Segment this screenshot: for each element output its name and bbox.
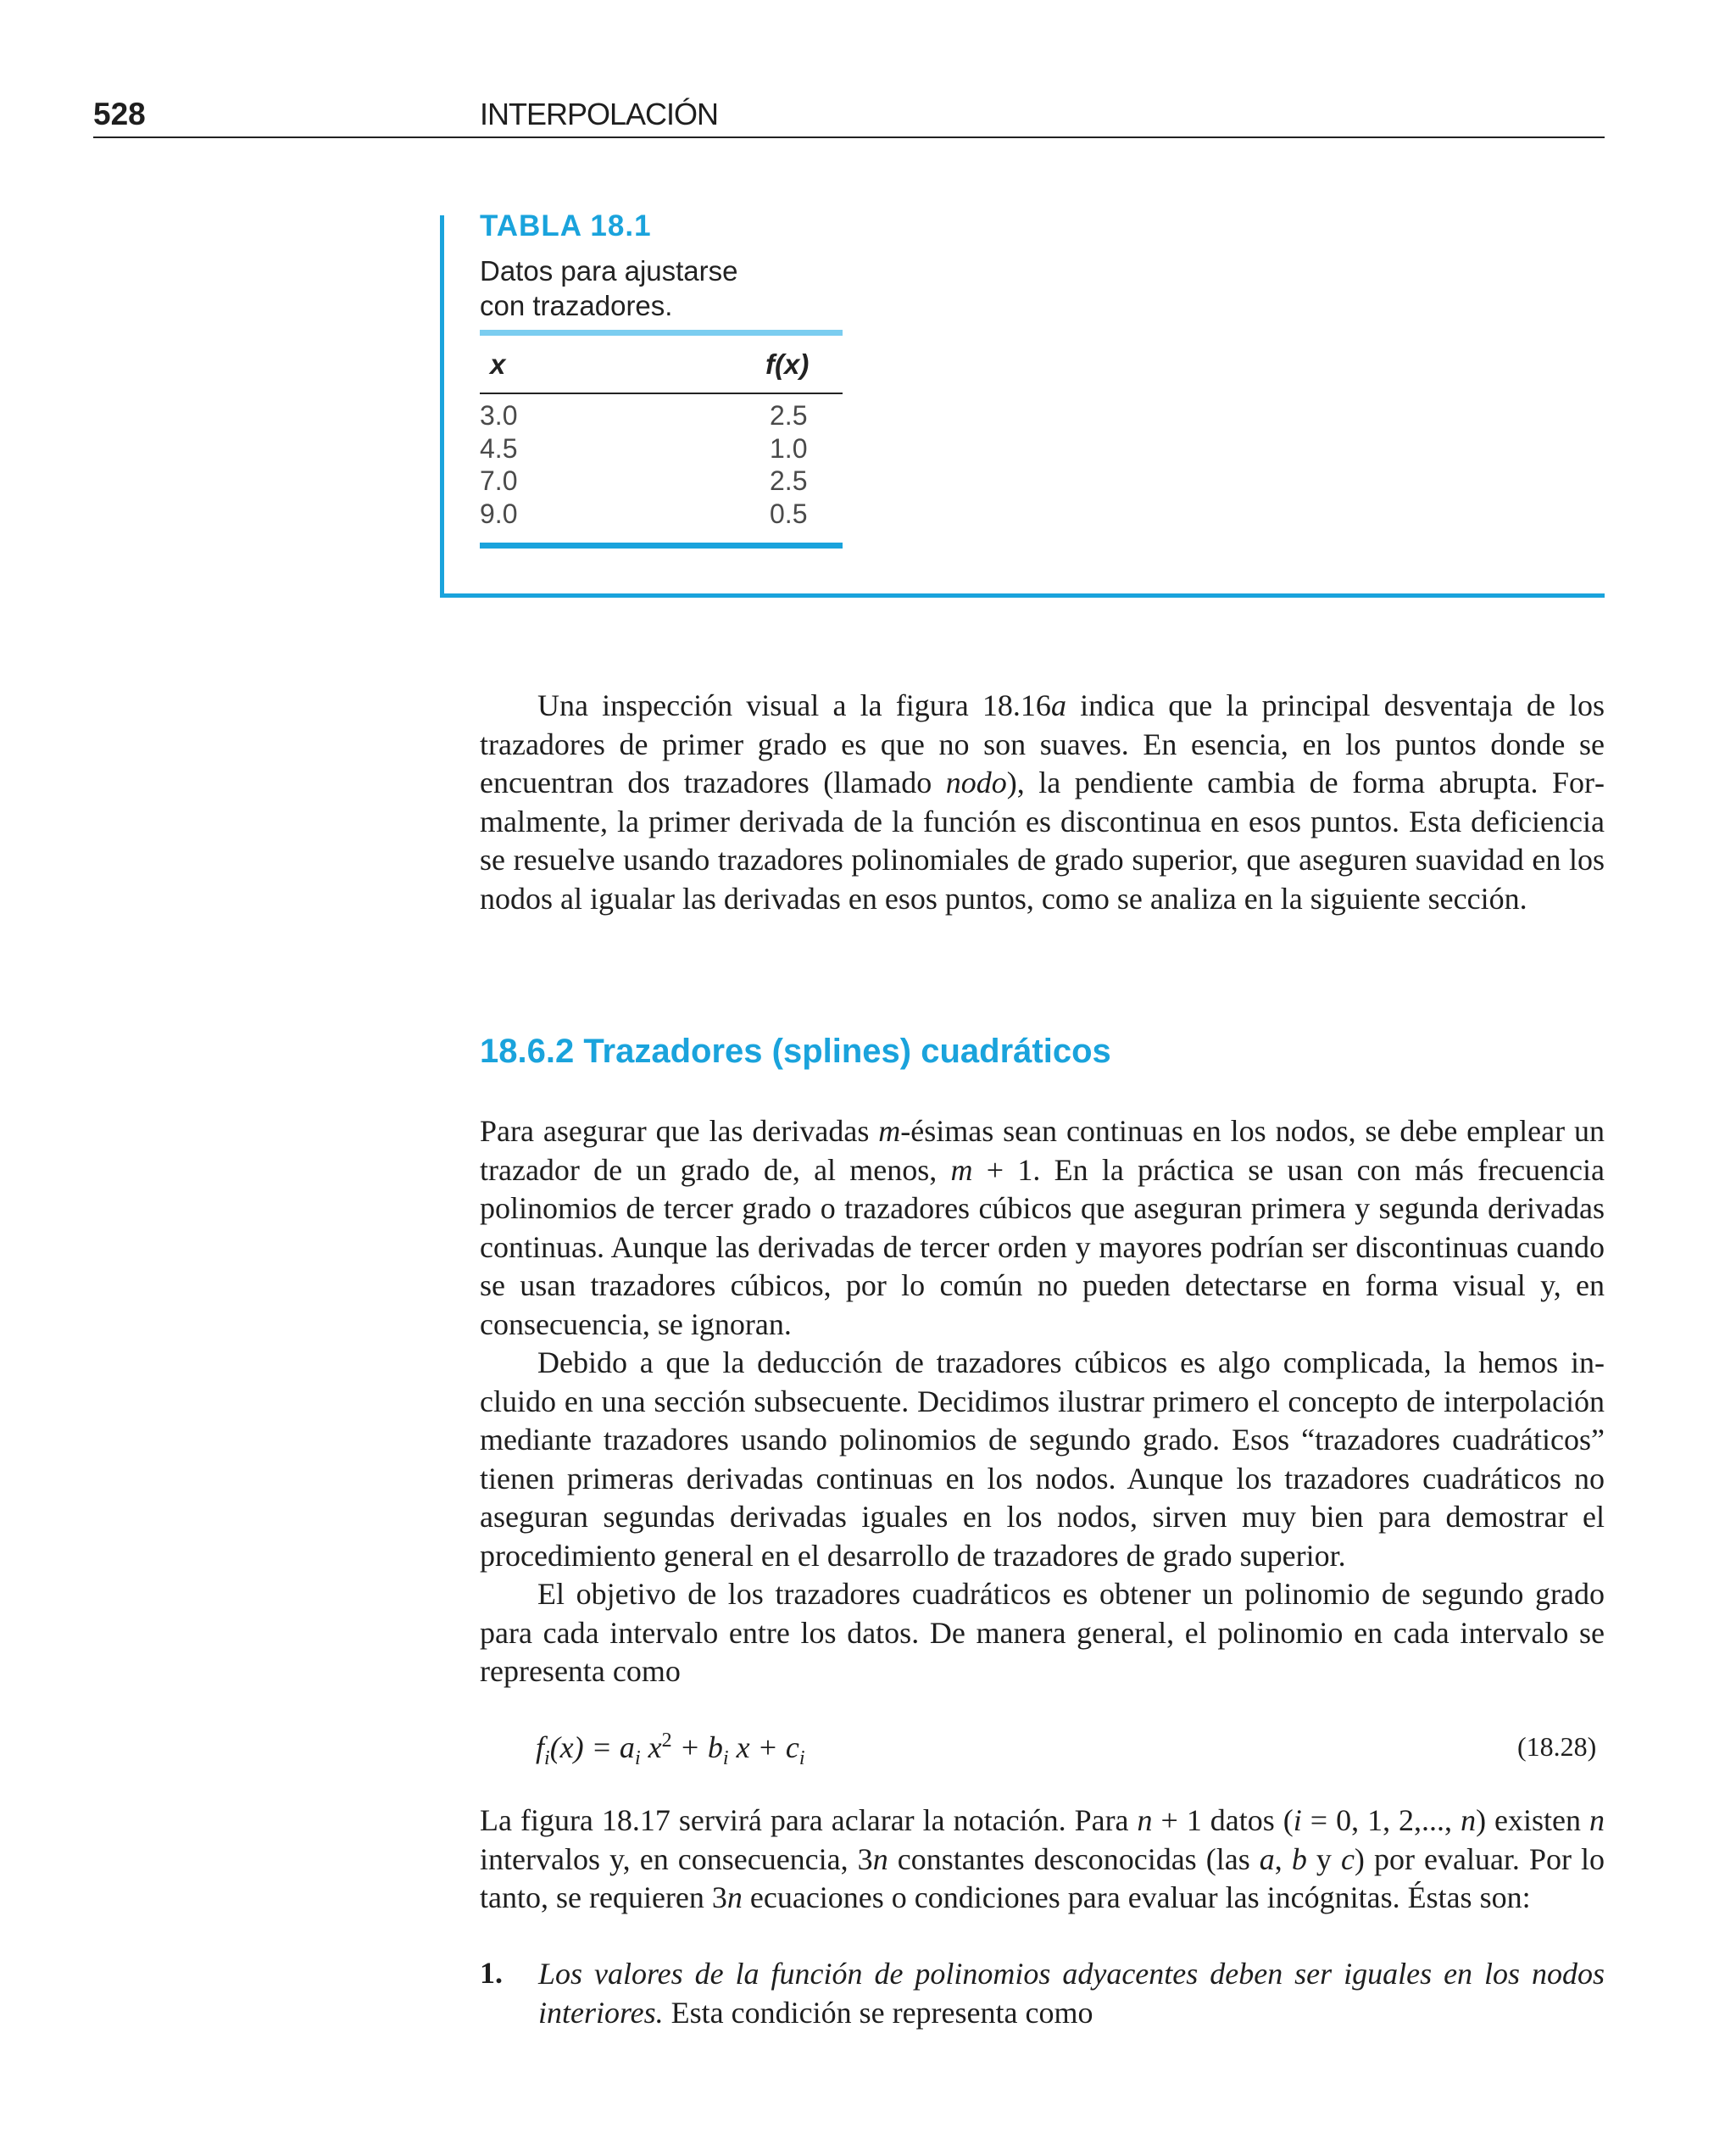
table-caption-line: Datos para ajustarse [480, 255, 738, 287]
table-column-x [480, 399, 517, 530]
section-heading: 18.6.2 Trazadores (splines) cuadráticos [480, 1033, 1111, 1070]
table-label: TABLA 18.1 [480, 209, 652, 242]
paragraph-first-degree-splines: Una inspección visual a la figura 18.16a indica que la principal desventaja de los trazadores de primer grado es que no son suaves. En esencia, en los puntos donde se encuentran dos trazadores (llamado nodo), la pendiente cambia de forma abrupta. Formalmente, la primer derivada de la función es discontinua en esos puntos. Esta deficiencia se resuelve usando trazadores polinomiales de grado superior, que aseguren suavidad en los nodos al igualar las derivadas en esos puntos, como se analiza en la siguiente sección. [480, 688, 1605, 916]
table-bottom-rule [480, 543, 843, 549]
list-item-text: Los valores de la función de polinomios adyacentes deben ser iguales en los nodos interiores. Esta condición se representa como [538, 1957, 1605, 2030]
table-cell: 9.0 [480, 498, 518, 529]
table-cell: 3.0 [480, 400, 518, 431]
table-cell: 0.5 [770, 498, 808, 529]
paragraph-derivatives: Para asegurar que las derivadas m-ésimas sean continuas en los nodos, se debe emplear un trazador de un grado de, al menos, m + 1. En la práctica se usan con más frecuencia polinomios de tercer grado o trazadores cúbicos que aseguran primera y segunda derivadas continuas. Aunque las derivadas de tercer orden y mayores podrían ser discontinuas cuando se usan trazadores cúbicos, por lo común no pueden detectarse en forma visual y, en consecuencia, se ignoran. [480, 1114, 1605, 1341]
list-item-number: 1. [480, 1956, 503, 1990]
equation-18-28: $f_i(x) = a_i$ $x^2 + b_i$ $x + c_i$ [536, 1729, 805, 1770]
table-cell: 1.0 [770, 432, 808, 464]
paragraph-notation: La figura 18.17 servirá para aclarar la notación. Para n + 1 datos (i = 0, 1, 2,..., n) existen n intervalos y, en consecuencia, 3n constantes desconocidas (las a, b y c) por evaluar. Por lo tanto, se requieren 3n ecuaciones o condiciones para evaluar las incógnitas. Éstas son: [480, 1803, 1605, 1914]
table-caption [480, 253, 819, 323]
table-cell: 2.5 [770, 400, 808, 431]
table-cell: 4.5 [480, 432, 518, 464]
paragraph-quadratic-objective: El objetivo de los trazadores cuadráticos es obtener un polinomio de segundo grado para cada intervalo entre los datos. De manera general, el polinomio en cada intervalo se representa como [480, 1577, 1605, 1688]
page-number: 528 [93, 97, 146, 131]
table-header-rule [480, 393, 843, 394]
table-header-x: x [490, 348, 506, 380]
table-column-fx [770, 399, 807, 530]
equation-number: (18.28) [1517, 1731, 1597, 1762]
table-frame-horizontal [440, 593, 1605, 598]
table-caption-line: con trazadores. [480, 290, 673, 321]
table-header-fx: f(x) [765, 348, 810, 380]
header-rule [93, 136, 1605, 138]
table-cell: 2.5 [770, 465, 808, 496]
chapter-title: INTERPOLACIÓN [480, 97, 719, 131]
table-top-rule [480, 330, 843, 336]
table-frame-vertical [440, 215, 444, 597]
paragraph-cubic-deduction: Debido a que la deducción de trazadores cúbicos es algo complicada, la hemos incluido en una sección subsecuente. Decidimos ilustrar primero el concepto de interpolación mediante trazadores usando polinomios de segundo grado. Esos “trazadores cuadráticos” tienen primeras derivadas continuas en los nodos. Aunque los trazadores cuadráticos no aseguran segundas derivadas iguales en los nodos, sirven muy bien para demostrar el procedimiento general en el desarrollo de trazadores de grado superior. [480, 1345, 1605, 1573]
table-cell: 7.0 [480, 465, 518, 496]
